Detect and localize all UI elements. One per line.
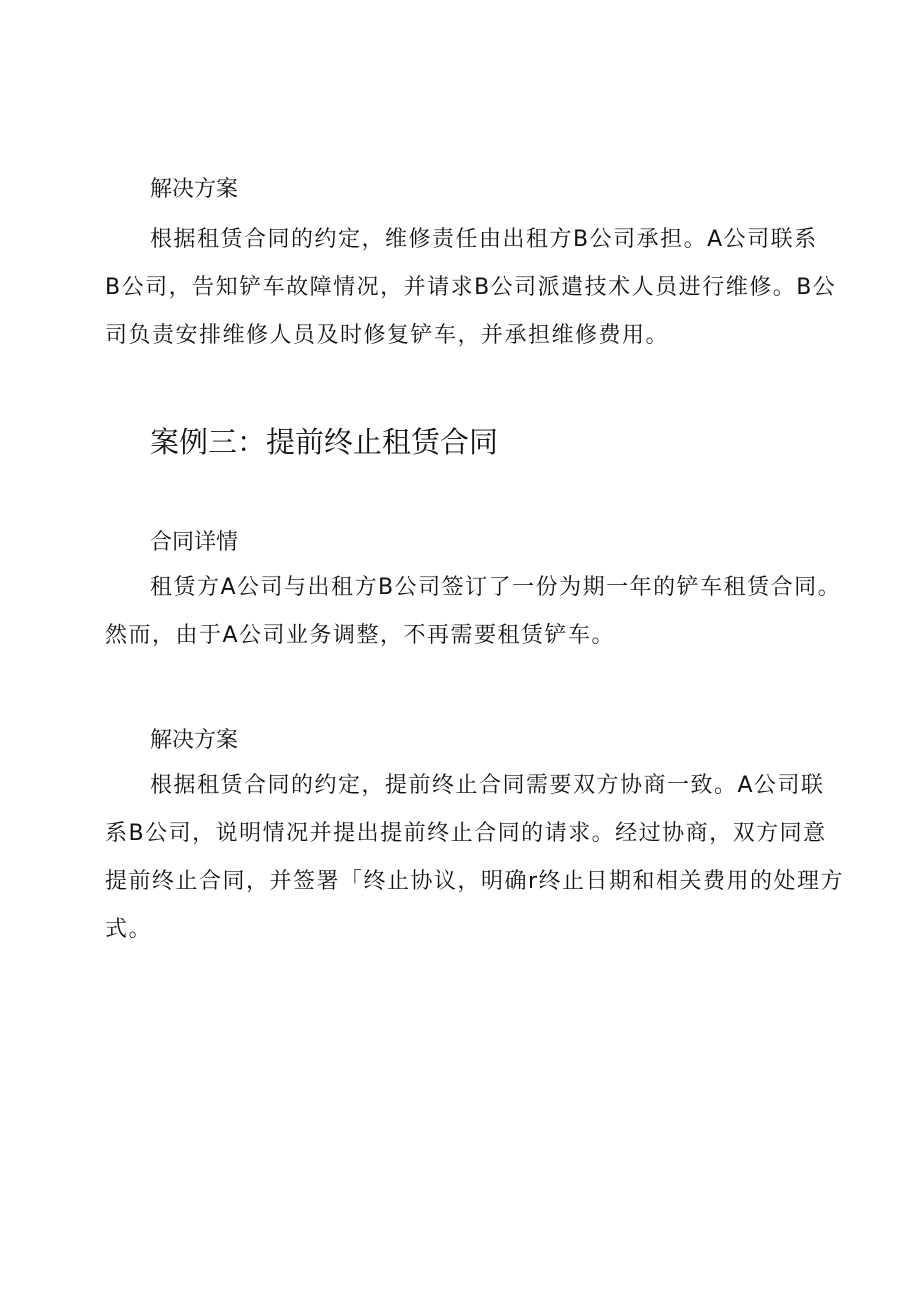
- paragraph-line: 司负责安排维修人员及时修复铲车，并承担维修费用。: [105, 323, 670, 348]
- paragraph-line: 租赁方A公司与出租方B公司签订了一份为期一年的铲车租赁合同。: [150, 575, 842, 600]
- section-heading-contract-details: 合同详情: [150, 530, 239, 555]
- section-heading-solution-2: 解决方案: [150, 728, 239, 753]
- paragraph-line: 提前终止合同，并签署「终止协议，明确r终止日期和相关费用的处理方: [105, 869, 845, 894]
- paragraph-contract-details: [105, 564, 842, 660]
- paragraph-line: 系B公司，说明情况并提出提前终止合同的请求。经过协商，双方同意: [105, 821, 827, 846]
- paragraph-solution-2: [105, 762, 845, 954]
- case-title: 案例三：提前终止租赁合同: [150, 425, 499, 459]
- section-heading-solution-1: 解决方案: [150, 177, 239, 202]
- paragraph-solution-1: [105, 216, 837, 360]
- paragraph-line: 式。: [105, 917, 153, 942]
- paragraph-line: 然而，由于A公司业务调整，不再需要租赁铲车。: [105, 623, 616, 648]
- paragraph-line: 根据租赁合同的约定，提前终止合同需要双方协商一致。A公司联: [150, 773, 825, 798]
- paragraph-line: 根据租赁合同的约定，维修责任由出租方B公司承担。A公司联系: [150, 227, 818, 252]
- paragraph-line: B公司，告知铲车故障情况，并请求B公司派遣技术人员进行维修。B公: [105, 275, 837, 300]
